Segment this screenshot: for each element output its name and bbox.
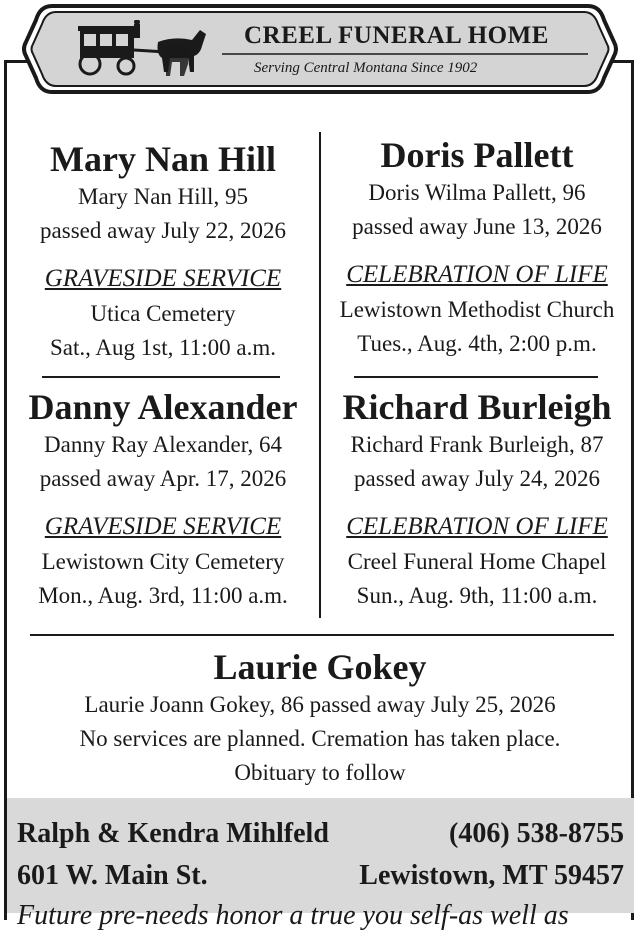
obituary-passed-date: passed away June 13, 2026 [352, 214, 602, 239]
footer-partial-line: Future pre-needs honor a true you self-as well as [17, 900, 569, 931]
business-tagline: Serving Central Montana Since 1902 [254, 60, 478, 76]
column-divider [319, 132, 321, 618]
obituary-passed-date: passed away July 22, 2026 [40, 218, 286, 243]
obituary-full-name: Richard Frank Burleigh, 87 [350, 432, 604, 457]
service-datetime: Mon., Aug. 3rd, 11:00 a.m. [38, 583, 288, 608]
service-location: Lewistown Methodist Church [339, 297, 615, 322]
service-type: CELEBRATION OF LIFE [346, 261, 608, 288]
obituary-name: Mary Nan Hill [50, 139, 276, 179]
city-state-zip: Lewistown, MT 59457 [359, 860, 624, 891]
obituary-doris-pallett [322, 134, 632, 361]
horse-drawn-hearse-icon [74, 20, 214, 80]
obituary-details: Laurie Joann Gokey, 86 passed away July 25, 2026 [84, 692, 556, 717]
obituary-full-name: Doris Wilma Pallett, 96 [368, 180, 586, 205]
obituary-richard-burleigh [322, 386, 632, 613]
obituary-full-name: Mary Nan Hill, 95 [78, 184, 248, 209]
featured-divider [30, 634, 614, 636]
section-divider [354, 376, 598, 378]
contact-footer [7, 798, 634, 931]
header-banner [22, 0, 618, 98]
service-type: CELEBRATION OF LIFE [346, 513, 608, 540]
service-type: GRAVESIDE SERVICE [44, 265, 282, 292]
service-location: Lewistown City Cemetery [41, 549, 285, 574]
service-location: Utica Cemetery [90, 301, 236, 326]
obituary-passed-date: passed away Apr. 17, 2026 [39, 466, 287, 491]
service-datetime: Sun., Aug. 9th, 11:00 a.m. [356, 583, 598, 608]
owners-name: Ralph & Kendra Mihlfeld [17, 818, 329, 849]
obituary-name: Richard Burleigh [342, 387, 612, 427]
obituary-name: Laurie Gokey [213, 647, 427, 687]
phone-number: (406) 538-8755 [449, 818, 624, 849]
obituary-mary-nan-hill [14, 138, 312, 365]
obituary-laurie-gokey [10, 646, 630, 790]
business-name: CREEL FUNERAL HOME [244, 22, 549, 49]
section-divider [42, 376, 280, 378]
service-type: GRAVESIDE SERVICE [44, 513, 282, 540]
obituary-danny-alexander [14, 386, 312, 613]
service-datetime: Sat., Aug 1st, 11:00 a.m. [50, 335, 276, 360]
obituary-followup-note: Obituary to follow [234, 760, 406, 785]
obituary-name: Doris Pallett [380, 135, 574, 175]
service-location: Creel Funeral Home Chapel [347, 549, 607, 574]
obituary-full-name: Danny Ray Alexander, 64 [44, 432, 282, 457]
obituary-services-note: No services are planned. Cremation has taken place. [79, 726, 561, 751]
obituary-passed-date: passed away July 24, 2026 [354, 466, 600, 491]
street-address: 601 W. Main St. [17, 860, 208, 891]
service-datetime: Tues., Aug. 4th, 2:00 p.m. [357, 331, 597, 356]
obituary-name: Danny Alexander [28, 387, 298, 427]
